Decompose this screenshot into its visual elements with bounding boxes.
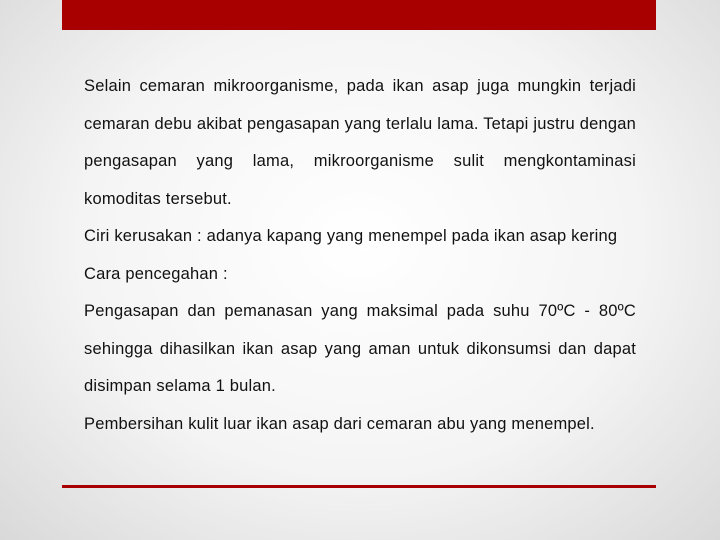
- paragraph-prevention-heading: Cara pencegahan :: [84, 264, 228, 283]
- bottom-divider: [62, 485, 656, 488]
- paragraph-cleaning: Pembersihan kulit luar ikan asap dari cemaran abu yang menempel.: [84, 414, 595, 433]
- paragraph-damage-sign: Ciri kerusakan : adanya kapang yang menempel pada ikan asap kering: [84, 227, 618, 245]
- top-banner: [62, 0, 656, 30]
- slide-body: [84, 68, 636, 443]
- paragraph-smoking-heating: Pengasapan dan pemanasan yang maksimal pada suhu 70ºC - 80ºC sehingga dihasilkan ikan asap yang aman untuk dikonsumsi dan dapat disimpan selama 1 bulan.: [84, 302, 636, 395]
- paragraph-contamination: Selain cemaran mikroorganisme, pada ikan asap juga mungkin terjadi cemaran debu akibat pengasapan yang terlalu lama. Tetapi justru dengan pengasapan yang lama, mikroorganisme sulit mengkontaminasi komoditas tersebut.: [84, 77, 636, 208]
